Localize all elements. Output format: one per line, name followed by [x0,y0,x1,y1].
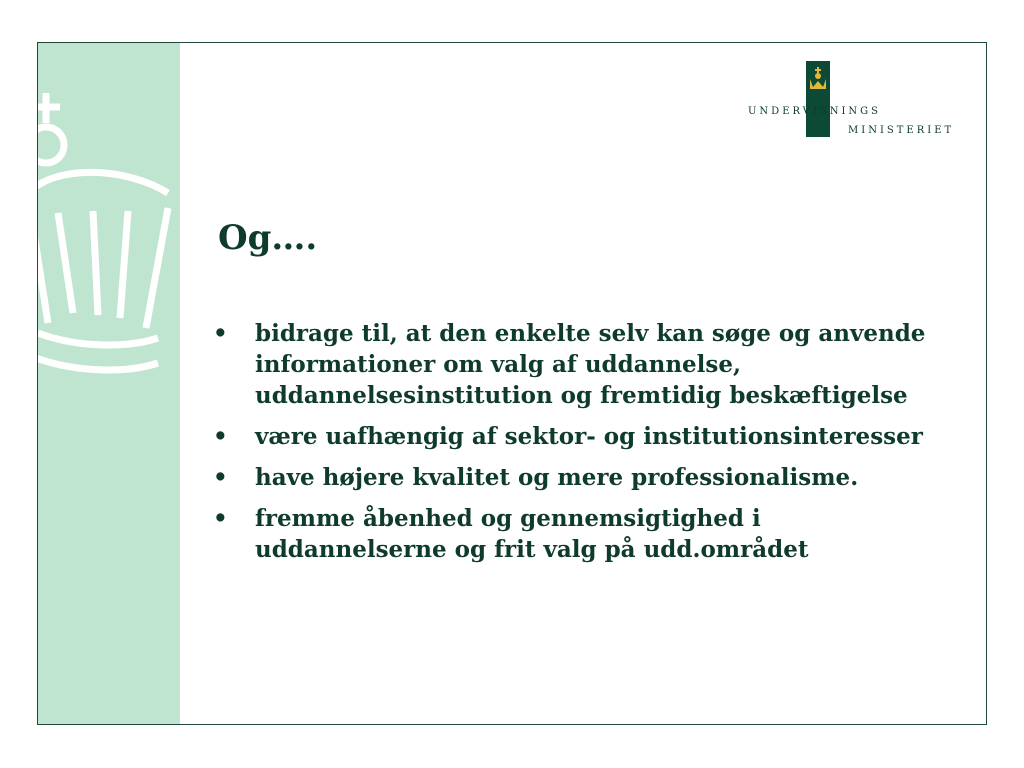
bullet-item [213,503,953,565]
bullet-item [213,318,953,411]
bullet-text: bidrage til, at den enkelte selv kan søge og anvende informationer om valg af uddannelse, uddannelsesinstitution og fremtidig beskæftigelse [255,320,926,409]
bullet-icon: • [213,464,228,491]
crown-watermark-icon [38,83,180,383]
ministry-logo [748,61,978,141]
crown-icon [808,67,828,93]
logo-text-line1: UNDERVISNINGS [748,106,881,117]
left-decorative-band [38,43,180,724]
bullet-item [213,462,953,493]
bullet-list [213,318,953,575]
bullet-text: fremme åbenhed og gennemsigtighed i uddannelserne og frit valg på udd.området [255,505,809,563]
bullet-item [213,421,953,452]
logo-text-line2: MINISTERIET [848,125,955,136]
slide [37,42,987,725]
bullet-icon: • [213,320,228,347]
bullet-text: være uafhængig af sektor- og institutionsinteresser [255,423,923,450]
bullet-text: have højere kvalitet og mere professionalisme. [255,464,859,491]
bullet-icon: • [213,423,228,450]
slide-title: Og…. [218,218,318,258]
bullet-icon: • [213,505,228,532]
